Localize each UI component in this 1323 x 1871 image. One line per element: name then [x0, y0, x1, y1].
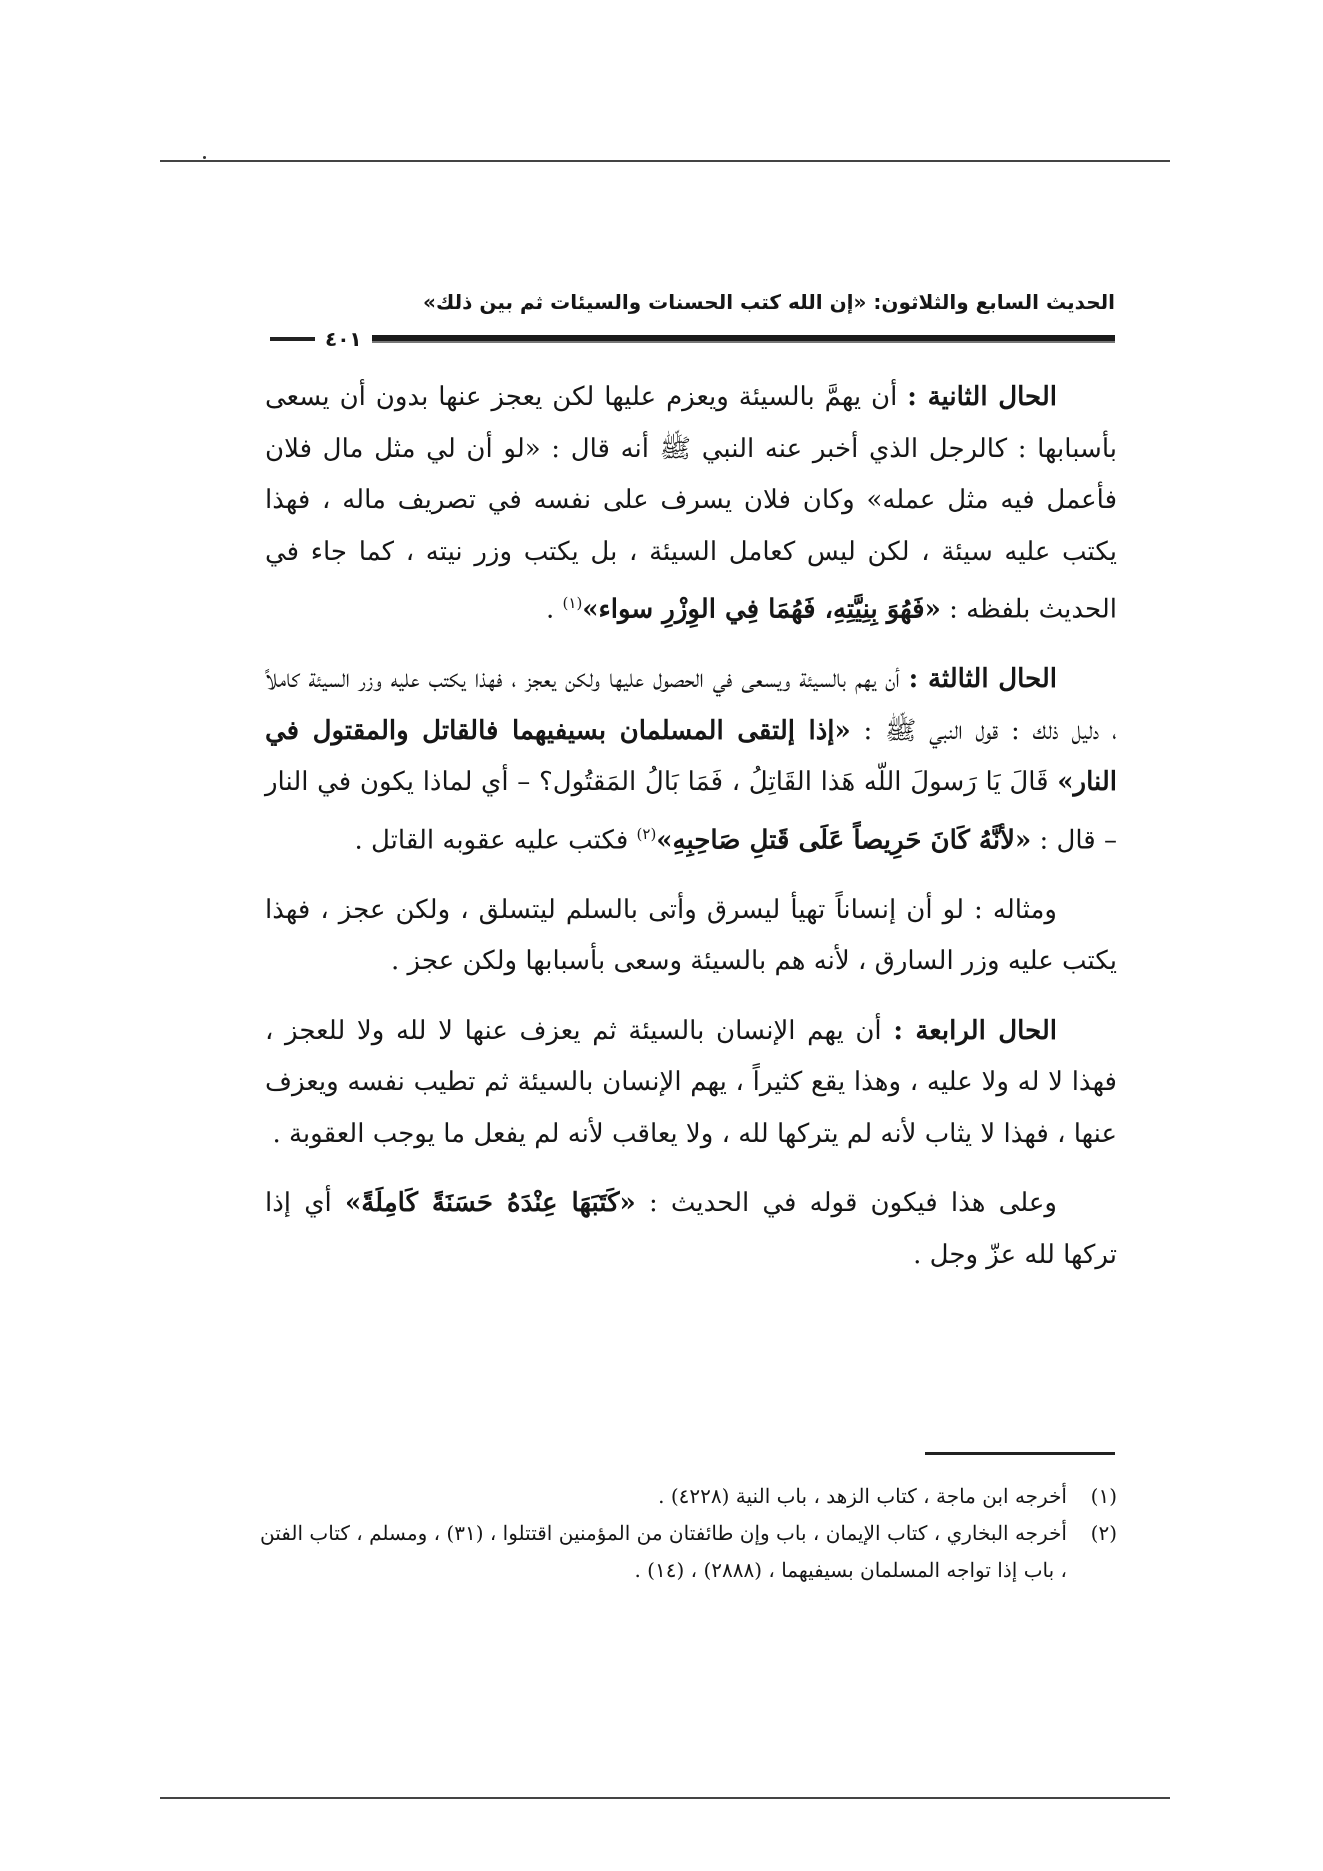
scan-speck: [203, 156, 206, 159]
paragraph-text: ومثاله : لو أن إنساناً تهيأ ليسرق وأتى بالسلم ليتسلق ، ولكن عجز ، فهذا يكتب عليه وزر السارق ، لأنه هم بالسيئة وسعى بأسبابها ولكن عجز .: [265, 894, 1117, 977]
footnote-ref: (٢): [636, 824, 657, 843]
paragraph-text-end: أي إذا تركها لله عزّ وجل .: [265, 1188, 1117, 1270]
running-title: الحديث السابع والثلاثون: «إن الله كتب الحسنات والسيئات ثم بين ذلك»: [423, 290, 1115, 314]
footnote-number: (١): [1090, 1484, 1117, 1508]
header-rule: [372, 335, 1115, 343]
footnotes: [255, 1478, 1117, 1589]
paragraph-state-two: [265, 372, 1117, 636]
footnote-item: [255, 1478, 1117, 1515]
paragraph-text-end: .: [545, 594, 563, 625]
paragraph-example: [265, 885, 1117, 988]
paragraph-text-middle: قَالَ يَا رَسولَ اللّه هَذا القَاتِلُ ، فَمَا بَالُ المَقتُول؟ – أي لماذا يكون في النار – قال :: [265, 767, 1117, 856]
top-page-rule: [160, 160, 1170, 162]
hadith-quote: «إذا إلتقى المسلمان بسيفيهما فالقاتل والمقتول في النار»: [265, 715, 1117, 798]
bottom-page-rule: [160, 1797, 1170, 1799]
footnote-text: أخرجه ابن ماجة ، كتاب الزهد ، باب النية (٤٢٢٨) .: [658, 1484, 1067, 1508]
paragraph-label: الحال الثانية :: [907, 382, 1057, 412]
hadith-quote: «كَتَبَهَا عِنْدَهُ حَسَنَةً كَامِلَةً»: [344, 1188, 636, 1219]
footnote-number: (٢): [1090, 1521, 1117, 1545]
paragraph-label: الحال الثالثة :: [908, 664, 1058, 695]
paragraph-text: أن يهم الإنسان بالسيئة ثم يعزف عنها لا لله ولا للعجز ، فهذا لا له ولا عليه ، وهذا يقع كثيراً ، يهم الإنسان بالسيئة ثم تطيب نفسه ويعزف عنها ، فهذا لا يثاب لأنه لم يتركها لله ، ولا يعاقب لأنه لم يفعل ما يوجب العقوبة .: [265, 1015, 1117, 1149]
paragraph-text: وعلى هذا فيكون قوله في الحديث :: [635, 1188, 1057, 1219]
footnote-text: أخرجه البخاري ، كتاب الإيمان ، باب وإن طائفتان من المؤمنين اقتتلوا ، (٣١) ، ومسلم ، كتاب الفتن ، باب إذا تواجه المسلمان بسيفيهما ، (٢٨٨٨) ، (١٤) .: [260, 1521, 1067, 1582]
main-text: [265, 372, 1117, 1299]
paragraph-conclusion: [265, 1178, 1117, 1281]
footnote-ref: (١): [562, 594, 583, 612]
paragraph-text-end: فكتب عليه عقوبه القاتل .: [354, 825, 637, 856]
paragraph-state-three: [265, 654, 1117, 867]
header-rule-short: [270, 337, 315, 341]
footnote-item: [255, 1515, 1117, 1589]
hadith-quote-second: «لأنَّهُ كَانَ حَرِيصاً عَلَى قَتلِ صَاحِبِهِ»: [656, 825, 1032, 856]
header-bar: [270, 328, 1115, 350]
page-number: ٤٠١: [325, 327, 362, 351]
paragraph-label: الحال الرابعة :: [893, 1015, 1057, 1046]
paragraph-state-four: [265, 1006, 1117, 1161]
paragraph-text: أن يهمَّ بالسيئة ويعزم عليها لكن يعجز عنها بدون أن يسعى بأسبابها : كالرجل الذي أخبر عنه النبي ﷺ أنه قال : «لو أن لي مثل مال فلان فأعمل فيه مثل عمله» وكان فلان يسرف على نفسه في تصريف ماله ، فهذا يكتب عليه سيئة ، لكن ليس كعامل السيئة ، بل يكتب وزر نيته ، كما جاء في الحديث بلفظه :: [265, 382, 1117, 625]
paragraph-text: أن يهم بالسيئة ويسعى في الحصول عليها ولكن يعجز ، فهذا يكتب عليه وزر السيئة كاملاً ، دليل ذلك : قول النبي ﷺ :: [265, 664, 1117, 746]
footnote-separator: [925, 1452, 1115, 1455]
hadith-quote: «فَهُوَ بِنِيَّتِهِ، فَهُمَا فِي الوِزْرِ سواء»: [582, 594, 941, 625]
